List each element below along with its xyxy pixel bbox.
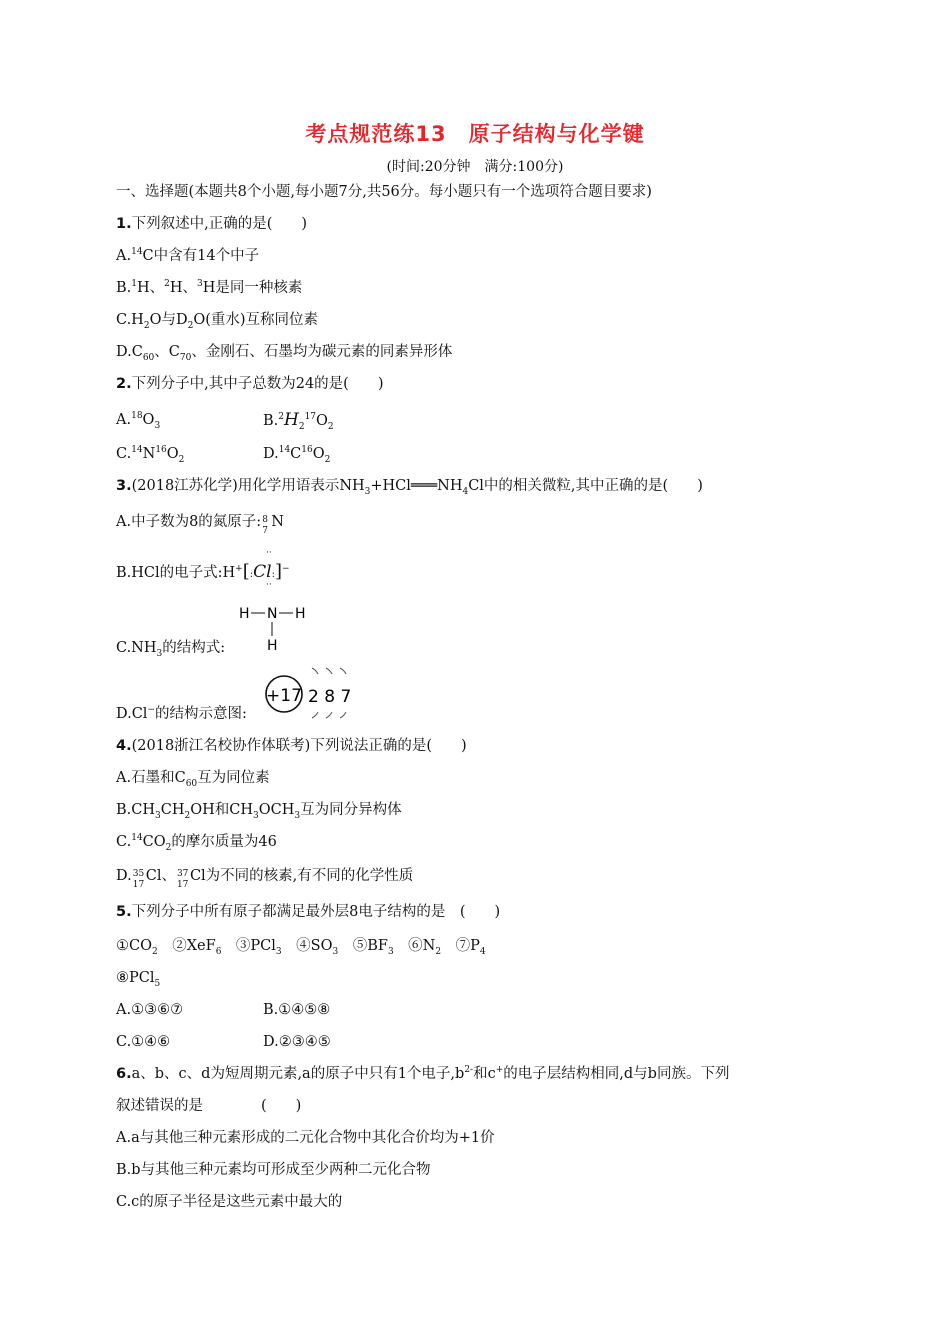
subscript: 60 [142, 352, 155, 363]
option-text: C.NH [116, 640, 157, 656]
option-text: 的摩尔质量为46 [171, 834, 277, 850]
atom-h: H [295, 606, 306, 622]
question-6-stem-line-2: 叙述错误的是 ( ) [116, 1098, 302, 1114]
option-text: Cl、 [145, 868, 176, 884]
option-label: A. [116, 412, 132, 428]
atomic-number: 7 [262, 526, 268, 536]
atom-h: H [267, 638, 278, 654]
subscript: 3 [332, 946, 339, 957]
item-text: ⑤BF [338, 938, 388, 954]
subscript: 4 [462, 486, 469, 497]
subscript: 2 [327, 421, 334, 432]
subscript: 3 [156, 648, 163, 659]
item-text: ③PCl [221, 938, 276, 954]
subscript: 70 [179, 352, 192, 363]
option-text: C.H [116, 312, 144, 328]
nucleus-charge: +17 [266, 686, 302, 706]
question-text: NH [437, 478, 463, 494]
subscript: 2 [324, 454, 331, 465]
option-text: O [316, 413, 328, 429]
subscript: 3 [154, 420, 161, 431]
item-text: ②XeF [157, 938, 216, 954]
option-text: D.Cl [116, 706, 148, 722]
option-text: H是同一种核素 [202, 280, 303, 296]
subscript: 6 [215, 946, 222, 957]
nuclide-notation [132, 866, 146, 890]
shell-arcs-bottom [312, 712, 346, 718]
question-6-option-a: A.a与其他三种元素形成的二元化合物中其化合价均为+1价 [116, 1130, 495, 1146]
option-text: 、金刚石、石墨均为碳元素的同素异形体 [191, 344, 453, 360]
question-3-stem [116, 476, 703, 496]
item-text: ①CO [116, 938, 152, 954]
mass-number: 14 [131, 833, 143, 844]
question-2-option-d [263, 444, 330, 464]
question-text: 下列分子中,其中子总数为24的是( ) [131, 376, 384, 392]
mass-number: 17 [304, 412, 317, 423]
option-text: B.CH [116, 802, 156, 818]
option-text: C [290, 446, 302, 462]
question-4-option-a [116, 768, 270, 788]
question-5-items [116, 936, 486, 956]
question-6-option-b: B.b与其他三种元素均可形成至少两种二元化合物 [116, 1162, 431, 1178]
option-text: 、C [154, 344, 180, 360]
question-3-option-a [116, 512, 284, 536]
option-text: A.中子数为8的氮原子: [116, 514, 262, 530]
question-number: 3. [116, 478, 132, 494]
mass-number: 18 [131, 411, 143, 422]
atomic-number: 17 [176, 880, 189, 890]
question-number: 6. [116, 1066, 132, 1082]
option-text: O(重水)互称同位素 [193, 312, 319, 328]
option-text: H、 [169, 280, 198, 296]
equals-sign: ═══ [410, 478, 438, 494]
mass-number: 35 [132, 869, 145, 879]
subscript: 4 [479, 946, 486, 957]
chloride-ion-structure-diagram [260, 660, 360, 722]
option-label: D. [263, 446, 279, 462]
charge: − [147, 705, 155, 716]
option-text: 互为同分异构体 [300, 802, 402, 818]
question-text: +HCl [370, 478, 411, 494]
subscript: 2 [435, 946, 442, 957]
subscript: 2 [143, 320, 150, 331]
option-text: C中含有14个中子 [142, 248, 260, 264]
question-3-option-b [116, 562, 290, 585]
charge: + [495, 1065, 504, 1076]
question-text: a、b、c、d为短周期元素,a的原子中只有1个电子,b [131, 1066, 465, 1082]
question-5-option-a: A.①③⑥⑦ [116, 1002, 184, 1018]
option-text: O [166, 446, 179, 462]
option-text: A.石墨和C [116, 770, 186, 786]
question-text: 下列分子中所有原子都满足最外层8电子结构的是 ( ) [131, 904, 501, 920]
question-2-option-a [116, 410, 160, 430]
option-text: B.HCl的电子式:H [116, 565, 236, 581]
option-text: OH和CH [190, 802, 254, 818]
mass-number: 14 [278, 445, 291, 456]
mass-number: 16 [155, 445, 167, 456]
option-text: CO [142, 834, 166, 850]
question-4-option-c [116, 832, 277, 852]
electron-dots-bottom: ·· [266, 580, 272, 590]
mass-number: 2 [278, 412, 284, 423]
item-text: ⑦P [441, 938, 480, 954]
mass-number: 2 [164, 279, 170, 290]
question-1-option-b [116, 278, 302, 298]
subscript: 3 [253, 810, 259, 821]
nuclide-notation [261, 512, 271, 536]
charge: + [235, 564, 243, 575]
option-label: C. [116, 834, 132, 850]
item-text: ⑥N [393, 938, 436, 954]
option-text: O [142, 412, 155, 428]
atomic-number: 17 [132, 880, 145, 890]
question-number: 1. [116, 216, 132, 232]
question-3-option-c [116, 638, 225, 658]
mass-number: 14 [131, 247, 143, 258]
section-heading: 一、选择题(本题共8个小题,每小题7分,共56分。每小题只有一个选项符合题目要求) [116, 184, 652, 200]
atom-n: N [267, 606, 278, 622]
question-2-option-b [263, 410, 334, 431]
option-label: B. [116, 280, 132, 296]
option-text: 的结构式: [162, 640, 226, 656]
mass-number: 14 [131, 445, 143, 456]
option-text: 互为同位素 [197, 770, 270, 786]
item-text: ⑧PCl [116, 970, 155, 986]
question-5-option-b: B.①④⑤⑧ [263, 1002, 331, 1018]
subscript: 3 [155, 810, 161, 821]
option-text: Cl为不同的核素,有不同的化学性质 [189, 868, 414, 884]
subscript: 2 [184, 810, 191, 821]
bracket-left: [ [242, 561, 250, 582]
page-subtitle: (时间:20分钟 满分:100分) [386, 159, 564, 175]
question-4-option-d [116, 866, 414, 890]
charge: − [281, 564, 290, 575]
question-1-option-c [116, 310, 318, 330]
subscript: 3 [364, 486, 371, 497]
option-text: H [284, 410, 299, 430]
question-6-stem [116, 1064, 729, 1084]
mass-number: 16 [301, 445, 313, 456]
page-title: 考点规范练13 原子结构与化学键 [305, 122, 645, 146]
question-4-option-b [116, 800, 402, 820]
subscript: 3 [387, 946, 394, 957]
question-1-stem [116, 214, 307, 234]
question-6-option-c: C.c的原子半径是这些元素中最大的 [116, 1194, 343, 1210]
question-3-option-d [116, 704, 247, 724]
option-text: CH [160, 802, 185, 818]
question-4-stem [116, 736, 467, 756]
option-label: C. [116, 446, 132, 462]
subscript: 2 [178, 454, 185, 465]
option-label: D. [116, 868, 132, 884]
option-text: H、 [137, 280, 165, 296]
option-label: B. [263, 413, 279, 429]
bracket-right: ] [274, 561, 282, 582]
element-symbol: N [271, 514, 284, 530]
question-text: 的电子层结构相同,d与b同族。下列 [503, 1066, 730, 1082]
subscript: 60 [185, 778, 198, 789]
question-5-item-8 [116, 968, 160, 988]
question-5-option-c: C.①④⑥ [116, 1034, 171, 1050]
subscript: 2 [187, 320, 194, 331]
electron-shells: 2 8 7 [308, 687, 352, 707]
option-label: A. [116, 248, 132, 264]
question-text: 和c [473, 1066, 496, 1082]
nh3-structural-formula [234, 600, 314, 656]
electron-dots-top: ·· [266, 548, 272, 558]
question-text: Cl中的相关微粒,其中正确的是( ) [468, 478, 703, 494]
question-5-stem [116, 902, 500, 922]
mass-number: 37 [176, 869, 189, 879]
shell-arcs-top [312, 668, 346, 674]
question-1-option-d [116, 342, 452, 362]
option-text: O [312, 446, 325, 462]
question-number: 4. [116, 738, 132, 754]
option-text: N [142, 446, 156, 462]
subscript: 2 [165, 842, 172, 853]
question-number: 2. [116, 376, 132, 392]
subscript: 2 [298, 421, 305, 432]
question-text: (2018江苏化学)用化学用语表示NH [131, 478, 365, 494]
question-2-stem [116, 374, 383, 394]
nuclide-notation [176, 866, 190, 890]
element-symbol: Cl [253, 562, 272, 582]
subscript: 3 [275, 946, 282, 957]
option-text: D.C [116, 344, 143, 360]
subscript: 5 [154, 978, 161, 989]
question-number: 5. [116, 904, 132, 920]
mass-number: 8 [262, 515, 268, 525]
mass-number: 1 [131, 279, 137, 290]
charge: 2- [464, 1065, 474, 1076]
question-1-option-a [116, 246, 259, 266]
atom-h: H [239, 606, 250, 622]
mass-number: 3 [197, 279, 203, 290]
question-2-option-c [116, 444, 184, 464]
option-text: 的结构示意图: [155, 706, 247, 722]
subscript: 3 [294, 810, 301, 821]
question-text: 下列叙述中,正确的是( ) [131, 216, 308, 232]
electron-dots: : [271, 569, 275, 580]
item-text: ④SO [281, 938, 333, 954]
electron-dots: : [249, 569, 254, 580]
subscript: 2 [151, 946, 158, 957]
question-5-option-d: D.②③④⑤ [263, 1034, 331, 1050]
option-text: OCH [258, 802, 295, 818]
question-text: (2018浙江名校协作体联考)下列说法正确的是( ) [131, 738, 467, 754]
option-text: O与D [149, 312, 188, 328]
